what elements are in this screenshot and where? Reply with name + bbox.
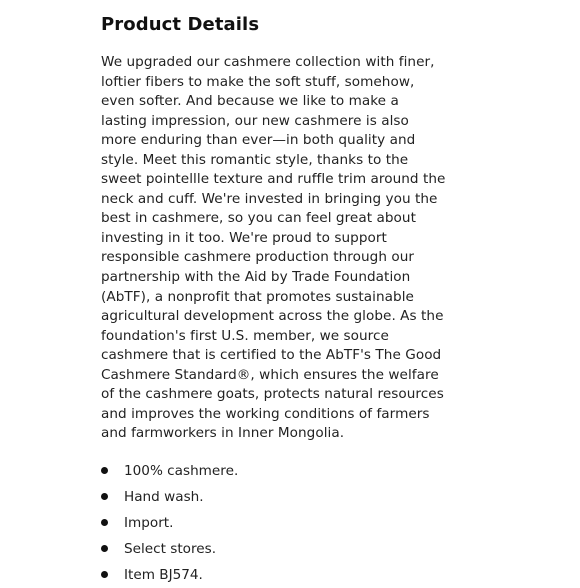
list-item-text: 100% cashmere. — [124, 462, 239, 479]
list-item-text: Hand wash. — [124, 488, 204, 505]
list-item — [101, 510, 446, 536]
list-item-text: Select stores. — [124, 540, 217, 557]
list-item — [101, 536, 446, 562]
list-item-text: Item BJ574. — [124, 566, 203, 583]
bullet-icon — [101, 493, 108, 500]
bullet-icon — [101, 467, 108, 474]
list-item — [101, 458, 446, 484]
product-details-panel — [101, 13, 446, 588]
bullet-icon — [101, 519, 108, 526]
list-item — [101, 562, 446, 588]
bullet-icon — [101, 571, 108, 578]
list-item — [101, 484, 446, 510]
list-item-text: Import. — [124, 514, 174, 531]
bullet-icon — [101, 545, 108, 552]
section-title: Product Details — [101, 14, 260, 35]
product-description: We upgraded our cashmere collection with finer, loftier fibers to make the soft stuff, somehow, even softer. And because we like to make a lasting impression, our new cashmere is also more enduring than ever—in both quality and style. Meet this romantic style, thanks to the sweet pointellle texture and ruffle trim around the neck and cuff. We're invested in bringing you the best in cashmere, so you can feel great about investing in it too. We're proud to support responsible cashmere production through our partnership with the Aid by Trade Foundation (AbTF), a nonprofit that promotes sustainable agricultural development across the globe. As the foundation's first U.S. member, we source cashmere that is certified to the AbTF's The Good Cashmere Standard®, which ensures the welfare of the cashmere goats, protects natural resources and improves the working conditions of farmers and farmworkers in Inner Mongolia. — [101, 54, 446, 442]
product-attributes-list — [101, 458, 446, 588]
